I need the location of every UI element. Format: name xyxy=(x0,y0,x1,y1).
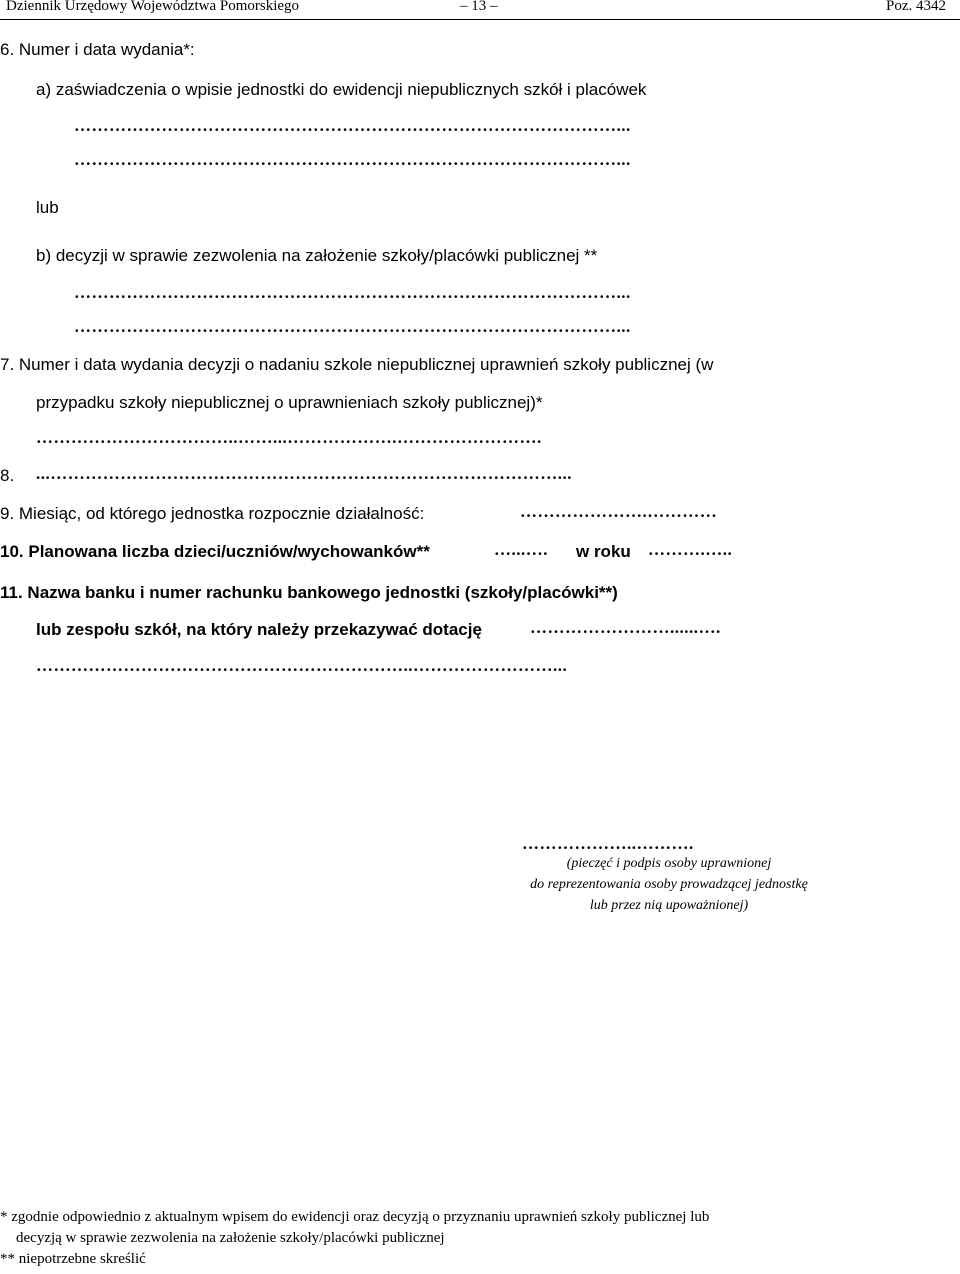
item-6b-fill-line-1: …………………………………………………………………………………... xyxy=(74,283,631,302)
item-7-line-1: 7. Numer i data wydania decyzji o nadaniu szkole niepublicznej uprawnień szkoły publicznej (w xyxy=(0,355,714,374)
item-6-title: 6. Numer i data wydania*: xyxy=(0,40,195,59)
signature-fill: ………………..………. xyxy=(522,834,694,853)
header-journal-title: Dziennik Urzędowy Województwa Pomorskiego xyxy=(6,0,300,14)
signature-caption-line-2: do reprezentowania osoby prowadzącej jednostkę xyxy=(530,877,808,892)
item-10-fill-year: ……….….. xyxy=(648,540,733,559)
item-11-fill-1: ……………………......…. xyxy=(530,618,721,637)
header-rule xyxy=(0,19,960,20)
item-11-fill-2: ………………………………………………………..……………………... xyxy=(36,656,568,675)
item-6b-fill-line-2: …………………………………………………………………………………... xyxy=(74,317,631,336)
item-8-label: 8. xyxy=(0,466,15,485)
item-6b-text: b) decyzji w sprawie zezwolenia na założenie szkoły/placówki publicznej ** xyxy=(36,246,598,265)
footnote-2: ** niepotrzebne skreślić xyxy=(0,1251,146,1267)
item-11-line-2: lub zespołu szkół, na który należy przekazywać dotację xyxy=(36,620,482,639)
footnote-1-line-1: * zgodnie odpowiednio z aktualnym wpisem do ewidencji oraz decyzją o przyznaniu uprawnień szkoły publicznej lub xyxy=(0,1209,710,1225)
item-8-fill: ...……………………………………………………………………………... xyxy=(36,464,572,483)
item-10-year-label: w roku xyxy=(576,542,631,561)
item-11-line-1: 11. Nazwa banku i numer rachunku bankowego jednostki (szkoły/placówki**) xyxy=(0,583,618,602)
header-page-number: – 13 – xyxy=(460,0,498,14)
item-10-text: 10. Planowana liczba dzieci/uczniów/wychowanków** xyxy=(0,542,430,561)
item-10-fill-count: …...…. xyxy=(494,540,548,559)
item-7-line-2: przypadku szkoły niepublicznej o uprawnieniach szkoły publicznej)* xyxy=(36,393,543,412)
item-6a-text: a) zaświadczenia o wpisie jednostki do ewidencji niepublicznych szkół i placówek xyxy=(36,80,647,99)
item-9-text: 9. Miesiąc, od którego jednostka rozpocznie działalność: xyxy=(0,504,425,523)
footnote-1-line-2: decyzją w sprawie zezwolenia na założenie szkoły/placówki publicznej xyxy=(16,1230,445,1246)
signature-caption-line-3: lub przez nią upoważnionej) xyxy=(589,898,749,913)
signature-caption-line-1: (pieczęć i podpis osoby uprawnionej xyxy=(566,856,772,871)
item-6-or: lub xyxy=(36,198,59,217)
header-position: Poz. 4342 xyxy=(886,0,946,14)
item-6a-fill-line-1: …………………………………………………………………………………... xyxy=(74,116,631,135)
item-7-fill: ……………………………..……...……………….……………………. xyxy=(36,428,542,447)
item-6a-fill-line-2: …………………………………………………………………………………... xyxy=(74,150,631,169)
item-9-fill: ………………….………… xyxy=(520,502,718,521)
